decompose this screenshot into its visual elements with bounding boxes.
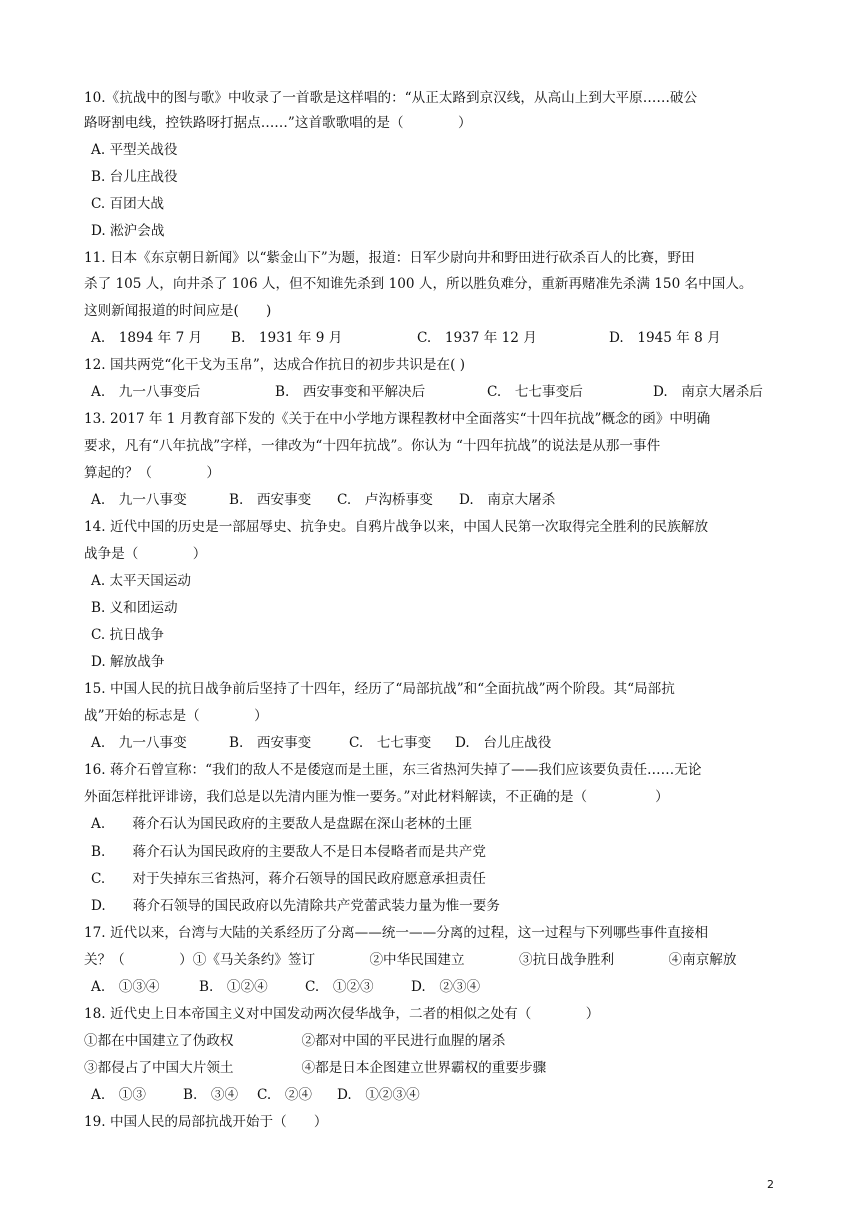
q14-stem-line-1: 14. 近代中国的历史是一部屈辱史、抗争史。自鸦片战争以来，中国人民第一次取得完全胜利的民族解放 — [84, 519, 709, 535]
q16-option-b: B. 蒋介石认为国民政府的主要敌人不是日本侵略者而是共产党 — [91, 844, 486, 860]
q15-option-d: D. 台儿庄战役 — [455, 735, 552, 751]
q19-stem-line-1: 19. 中国人民的局部抗战开始于（ ） — [84, 1114, 328, 1130]
q18-option-d: D. ①②③④ — [337, 1087, 420, 1103]
q15-option-b: B. 西安事变 — [229, 735, 312, 751]
q16-option-c: C. 对于失掉东三省热河，蒋介石领导的国民政府愿意承担责任 — [91, 871, 486, 887]
q10-option-c: C. 百团大战 — [91, 196, 164, 212]
q17-options-row — [91, 977, 480, 997]
q10-stem-line-2: 路呀割电线，控铁路呀打据点……”这首歌歌唱的是（ ） — [84, 115, 472, 131]
page-number: 2 — [767, 1178, 774, 1191]
q15-stem-line-1: 15. 中国人民的抗日战争前后坚持了十四年，经历了“局部抗战”和“全面抗战”两个阶段。其“局部抗 — [84, 681, 675, 697]
q12-option-c: C. 七七事变后 — [487, 384, 583, 400]
q13-options-row — [91, 490, 555, 510]
q16-option-a: A. 蒋介石认为国民政府的主要敌人是盘踞在深山老林的土匪 — [91, 816, 473, 832]
q14-option-d: D. 解放战争 — [91, 654, 165, 670]
q11-option-d: D. 1945 年 8 月 — [609, 330, 721, 346]
q14-option-c: C. 抗日战争 — [91, 627, 164, 643]
q11-stem-line-3: 这则新闻报道的时间应是( ) — [84, 303, 272, 319]
q16-stem-line-2: 外面怎样批评诽谤，我们总是以先清内匪为惟一要务。”对此材料解读，不正确的是（ ） — [84, 789, 669, 805]
q15-option-a: A. 九一八事变 — [91, 735, 187, 751]
q15-stem-line-2: 战”开始的标志是（ ） — [84, 708, 268, 724]
q18-option-a: A. ①③ — [91, 1087, 146, 1103]
q17-option-a: A. ①③④ — [91, 979, 160, 995]
q17-stem-line-2: 关？（ ）①《马关条约》签订 ②中华民国建立 ③抗日战争胜利 ④南京解放 — [84, 952, 737, 968]
q14-option-a: A. 太平天国运动 — [91, 573, 192, 589]
q10-option-d: D. 淞沪会战 — [91, 223, 165, 239]
q10-option-a: A. 平型关战役 — [91, 142, 178, 158]
q13-stem-line-3: 算起的？（ ） — [84, 465, 220, 481]
q15-options-row — [91, 733, 551, 753]
q17-stem-line-1: 17. 近代以来，台湾与大陆的关系经历了分离——统一——分离的过程，这一过程与下列哪些事件直接相 — [84, 925, 709, 941]
q17-option-d: D. ②③④ — [411, 979, 481, 995]
q16-option-d: D. 蒋介石领导的国民政府以先清除共产党蕾武装力量为惟一要务 — [91, 898, 500, 914]
q10-option-b: B. 台儿庄战役 — [91, 169, 178, 185]
q12-option-a: A. 九一八事变后 — [91, 384, 201, 400]
q17-option-c: C. ①②③ — [305, 979, 374, 995]
q18-stem-line-1: 18. 近代史上日本帝国主义对中国发动两次侵华战争，二者的相似之处有（ ） — [84, 1006, 600, 1022]
q13-option-b: B. 西安事变 — [229, 492, 312, 508]
q11-option-c: C. 1937 年 12 月 — [417, 330, 537, 346]
q12-options-row — [91, 382, 763, 402]
q14-stem-line-2: 战争是（ ） — [84, 546, 207, 562]
q11-option-b: B. 1931 年 9 月 — [231, 330, 343, 346]
q13-option-a: A. 九一八事变 — [91, 492, 187, 508]
q18-statements-line-2: ③都侵占了中国大片领土 ④都是日本企图建立世界霸权的重要步骤 — [84, 1060, 547, 1076]
q18-option-b: B. ③④ — [183, 1087, 239, 1103]
q13-stem-line-1: 13. 2017 年 1 月教育部下发的《关于在中小学地方课程教材中全面落实“十四年抗战”概念的函》中明确 — [84, 411, 711, 427]
q13-option-d: D. 南京大屠杀 — [459, 492, 556, 508]
q12-option-d: D. 南京大屠杀后 — [653, 384, 763, 400]
q16-stem-line-1: 16. 蒋介石曾宣称：“我们的敌人不是倭寇而是土匪，东三省热河失掉了——我们应该要负责任……无论 — [84, 762, 702, 778]
q10-stem-line-1: 10.《抗战中的图与歌》中收录了一首歌是这样唱的：“从正太路到京汉线，从高山上到大平原……破公 — [84, 90, 698, 106]
q17-option-b: B. ①②④ — [199, 979, 268, 995]
q15-option-c: C. 七七事变 — [349, 735, 432, 751]
q12-stem-line-1: 12. 国共两党“化干戈为玉帛”，达成合作抗日的初步共识是在( ) — [84, 357, 466, 373]
q12-option-b: B. 西安事变和平解决后 — [275, 384, 426, 400]
q11-stem-line-2: 杀了 105 人，向井杀了 106 人，但不知谁先杀到 100 人，所以胜负难分，重新再赌准先杀满 150 名中国人。 — [84, 276, 753, 292]
q18-statements-line-1: ①都在中国建立了伪政权 ②都对中国的平民进行血腥的屠杀 — [84, 1033, 506, 1049]
q11-option-a: A. 1894 年 7 月 — [91, 330, 203, 346]
q11-stem-line-1: 11. 日本《东京朝日新闻》以“紫金山下”为题，报道：日军少尉向井和野田进行砍杀百人的比赛，野田 — [84, 250, 695, 266]
q13-option-c: C. 卢沟桥事变 — [337, 492, 433, 508]
q14-option-b: B. 义和团运动 — [91, 600, 178, 616]
q18-option-c: C. ②④ — [257, 1087, 313, 1103]
q13-stem-line-2: 要求，凡有“八年抗战”字样，一律改为“十四年抗战”。你认为 “十四年抗战”的说法是从那一事件 — [84, 438, 661, 454]
q18-options-row — [91, 1085, 420, 1105]
q11-options-row — [91, 328, 721, 348]
